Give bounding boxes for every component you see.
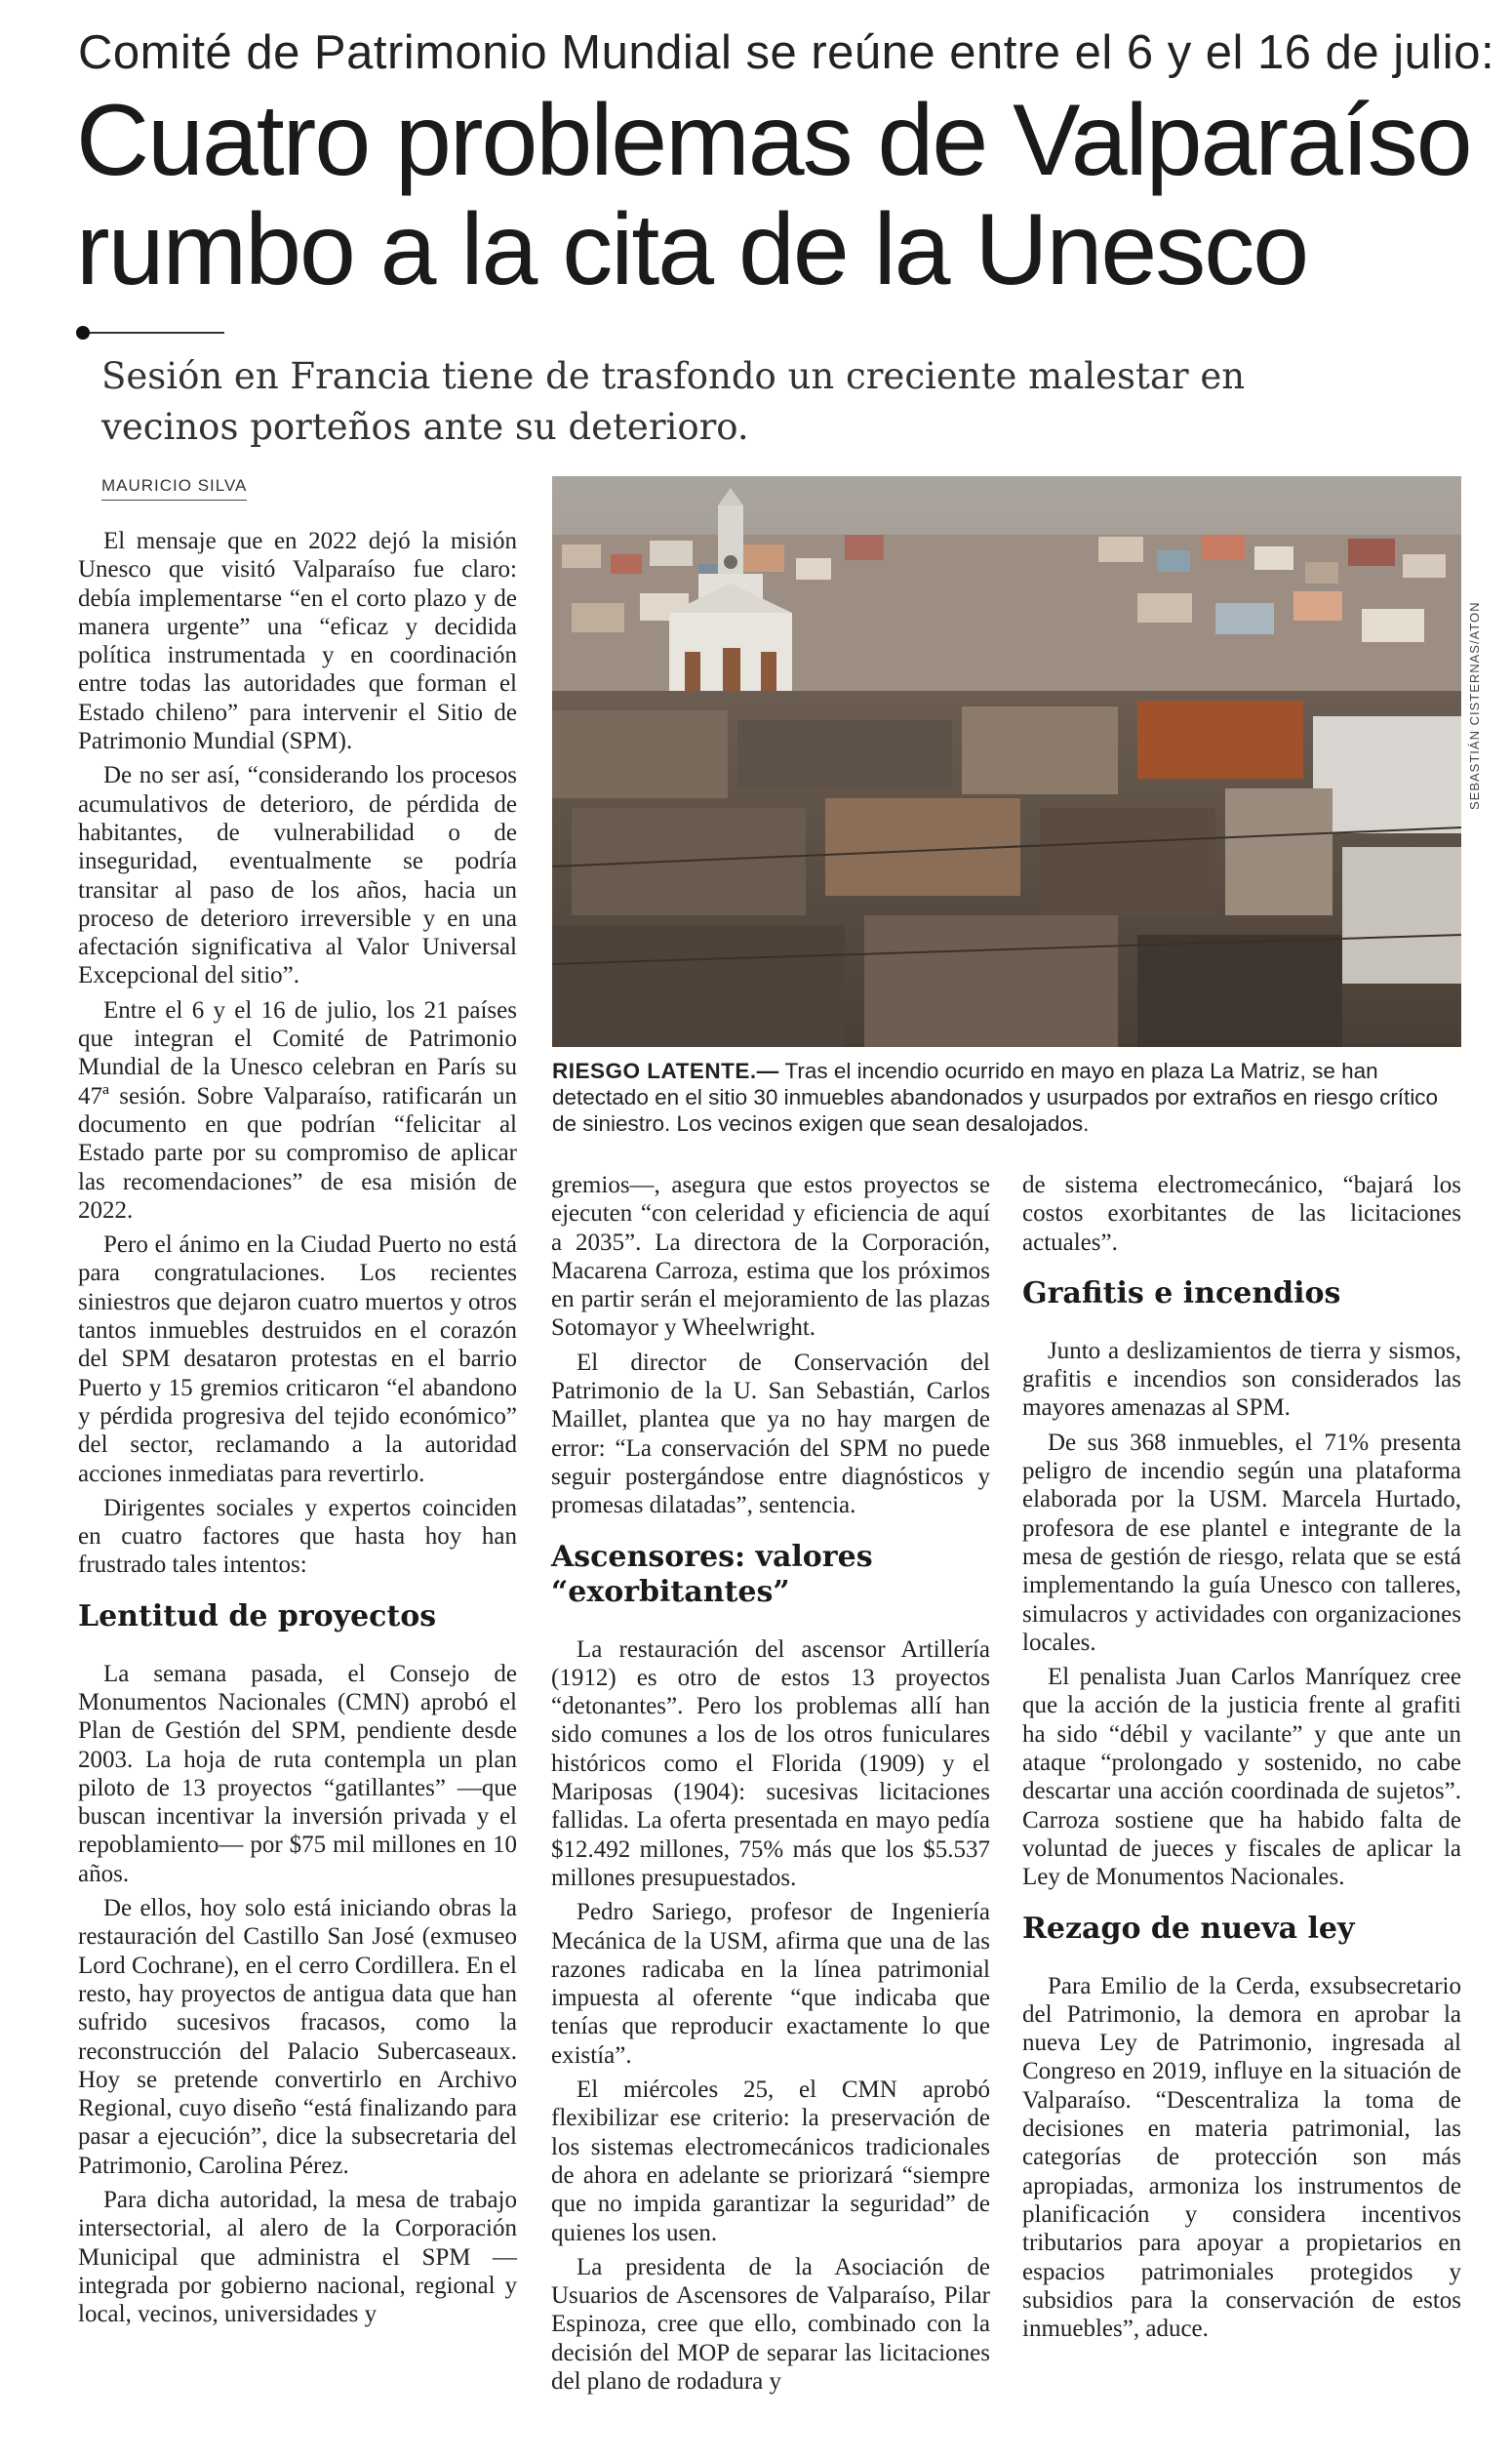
subheading: Ascensores: valores “exorbitantes” [551, 1539, 873, 1609]
article-photo [552, 476, 1461, 1047]
paragraph: La semana pasada, el Consejo de Monumentos Nacionales (CMN) aprobó el Plan de Gestión del SPM, pendiente desde 2003. La hoja de ruta contempla un plan piloto de 13 proyectos “gatillantes” —que buscan incentivar la inversión privada y el repoblamiento— por $75 mil millones en 10 años. [78, 1660, 517, 1887]
paragraph: Junto a deslizamientos de tierra y sismos, grafitis e incendios son considerados las mayores amenazas al SPM. [1022, 1337, 1461, 1422]
paragraph: De no ser así, “considerando los procesos acumulativos de deterioro, de pérdida de habitantes, de vulnerabilidad o de inseguridad, eventualmente se podría transitar al paso de los años, hacia un proceso de deterioro irreversible y en una afectación significativa al Valor Universal Excepcional del sitio”. [78, 762, 517, 989]
caption-label: RIESGO LATENTE.— [552, 1059, 779, 1083]
column-1 [78, 527, 517, 2329]
paragraph: De sus 368 inmuebles, el 71% presenta peligro de incendio según una plataforma elaborada por la USM. Marcela Hurtado, profesora de ese plantel e integrante de la mesa de gestión de riesgo, relata que se está implementando la guía Unesco con talleres, simulacros y actividades con organizaciones locales. [1022, 1429, 1461, 1656]
paragraph: Pero el ánimo en la Ciudad Puerto no está para congratulaciones. Los recientes siniestros que dejaron cuatro muertos y otros tantos inmuebles destruidos en el corazón del SPM desataron protestas en el barrio Puerto y 15 gremios criticaron “el abandono y pérdida progresiva del tejido económico” del sector, reclamando a la autoridad acciones inmediatas para revertirlo. [78, 1231, 517, 1487]
photo-caption [552, 1058, 1461, 1137]
paragraph: De ellos, hoy solo está iniciando obras la restauración del Castillo San José (exmuseo Lord Cochrane), en el cerro Cordillera. En el resto, hay proyectos de antigua data que han sufrido sucesivos fracasos, como la reconstrucción del Palacio Subercaseaux. Hoy se pretende convertirlo en Archivo Regional, cuyo diseño “está finalizando para pasar a ejecución”, dice la subsecretaria del Patrimonio, Carolina Pérez. [78, 1895, 517, 2179]
column-2 [551, 1171, 990, 2396]
subheading: Grafitis e incendios [1022, 1275, 1341, 1310]
paragraph: Dirigentes sociales y expertos coinciden en cuatro factores que hasta hoy han frustrado tales intentos: [78, 1494, 517, 1579]
paragraph: Pedro Sariego, profesor de Ingeniería Mecánica de la USM, afirma que una de las razones radicaba en la línea patrimonial impuesta al oferente “que indicaba que tenías que reproducir exactamente lo que existía”. [551, 1899, 990, 2069]
kicker: Comité de Patrimonio Mundial se reúne entre el 6 y el 16 de julio: [78, 26, 1495, 79]
paragraph: de sistema electromecánico, “bajará los costos exorbitantes de las licitaciones actuales”. [1022, 1172, 1461, 1256]
deck-bullet [76, 326, 90, 340]
deck: Sesión en Francia tiene de trasfondo un creciente malestar en vecinos porteños ante su deterioro. [101, 355, 1246, 448]
paragraph: El miércoles 25, el CMN aprobó flexibilizar ese criterio: la preservación de los sistemas electromecánicos tradicionales de ahora en adelante se priorizará “siempre que no impida garantizar la seguridad” de quienes los usen. [551, 2076, 990, 2246]
deck-rule [78, 332, 224, 334]
paragraph: gremios—, asegura que estos proyectos se ejecuten “con celeridad y eficiencia de aquí a 2035”. La directora de la Corporación, Macarena Carroza, estima que los próximos en partir serán el mejoramiento de las plazas Sotomayor y Wheelwright. [551, 1172, 990, 1342]
paragraph: La restauración del ascensor Artillería (1912) es otro de estos 13 proyectos “detonantes”. Pero los problemas allí han sido comunes a los de los otros funiculares históricos como el Florida (1909) y el Mariposas (1904): sucesivas licitaciones fallidas. La oferta presentada en mayo pedía $12.492 millones, 75% más que los $5.537 millones presupuestados. [551, 1635, 990, 1891]
photo-credit: SEBASTIÁN CISTERNAS/ATON [1467, 601, 1482, 810]
paragraph: La presidenta de la Asociación de Usuarios de Ascensores de Valparaíso, Pilar Espinoza, cree que ello, combinado con la decisión del MOP de separar las licitaciones del plano de rodadura y [551, 2253, 990, 2395]
subheading: Rezago de nueva ley [1022, 1911, 1355, 1946]
paragraph: Para dicha autoridad, la mesa de trabajo intersectorial, al alero de la Corporación Municipal que administra el SPM —integrada por gobierno nacional, regional y local, vecinos, universidades y [78, 2187, 517, 2328]
headline: Cuatro problemas de Valparaíso rumbo a la cita de la Unesco [76, 84, 1471, 306]
paragraph: Para Emilio de la Cerda, exsubsecretario del Patrimonio, la demora en aprobar la nueva Ley de Patrimonio, ingresada al Congreso en 2019, influye en la situación de Valparaíso. “Descentraliza la toma de decisiones en materia patrimonial, las categorías de protección son más apropiadas, armoniza los instrumentos de planificación y considera incentivos tributarios para apoyar a propietarios en espacios patrimoniales protegidos y subsidios para la conservación de estos inmuebles”, aduce. [1022, 1972, 1461, 2343]
paragraph: El penalista Juan Carlos Manríquez cree que la acción de la justicia frente al grafiti ha sido “débil y vacilante” y que ante un ataque “prolongado y sostenido, no cabe descartar una acción coordinada de sujetos”. Carroza sostiene que ha habido falta de voluntad de jueces y fiscales de aplicar la Ley de Monumentos Nacionales. [1022, 1664, 1461, 1891]
byline: MAURICIO SILVA [101, 476, 247, 501]
paragraph: El mensaje que en 2022 dejó la misión Unesco que visitó Valparaíso fue claro: debía implementarse “en el corto plazo y de manera urgente” una “eficaz y decidida política instrumentada y en coordinación entre todas las autoridades que forman el Estado chileno” para intervenir el Sitio de Patrimonio Mundial (SPM). [78, 528, 517, 755]
column-3 [1022, 1171, 1461, 2343]
paragraph: Entre el 6 y el 16 de julio, los 21 países que integran el Comité de Patrimonio Mundial de la Unesco celebran en París su 47ª sesión. Sobre Valparaíso, ratificarán un documento en que podrían “felicitar al Estado parte por su compromiso de aplicar las recomendaciones” de esa misión de 2022. [78, 996, 517, 1224]
paragraph: El director de Conservación del Patrimonio de la U. San Sebastián, Carlos Maillet, plantea que ya no hay margen de error: “La conservación del SPM no puede seguir postergándose entre diagnósticos y promesas dilatadas”, sentencia. [551, 1349, 990, 1519]
caption-text: Tras el incendio ocurrido en mayo en plaza La Matriz, se han detectado en el sitio 30 inmuebles abandonados y usurpados por extraños en riesgo crítico de siniestro. Los vecinos exigen que sean desalojados. [552, 1059, 1439, 1136]
subheading: Lentitud de proyectos [78, 1598, 437, 1633]
